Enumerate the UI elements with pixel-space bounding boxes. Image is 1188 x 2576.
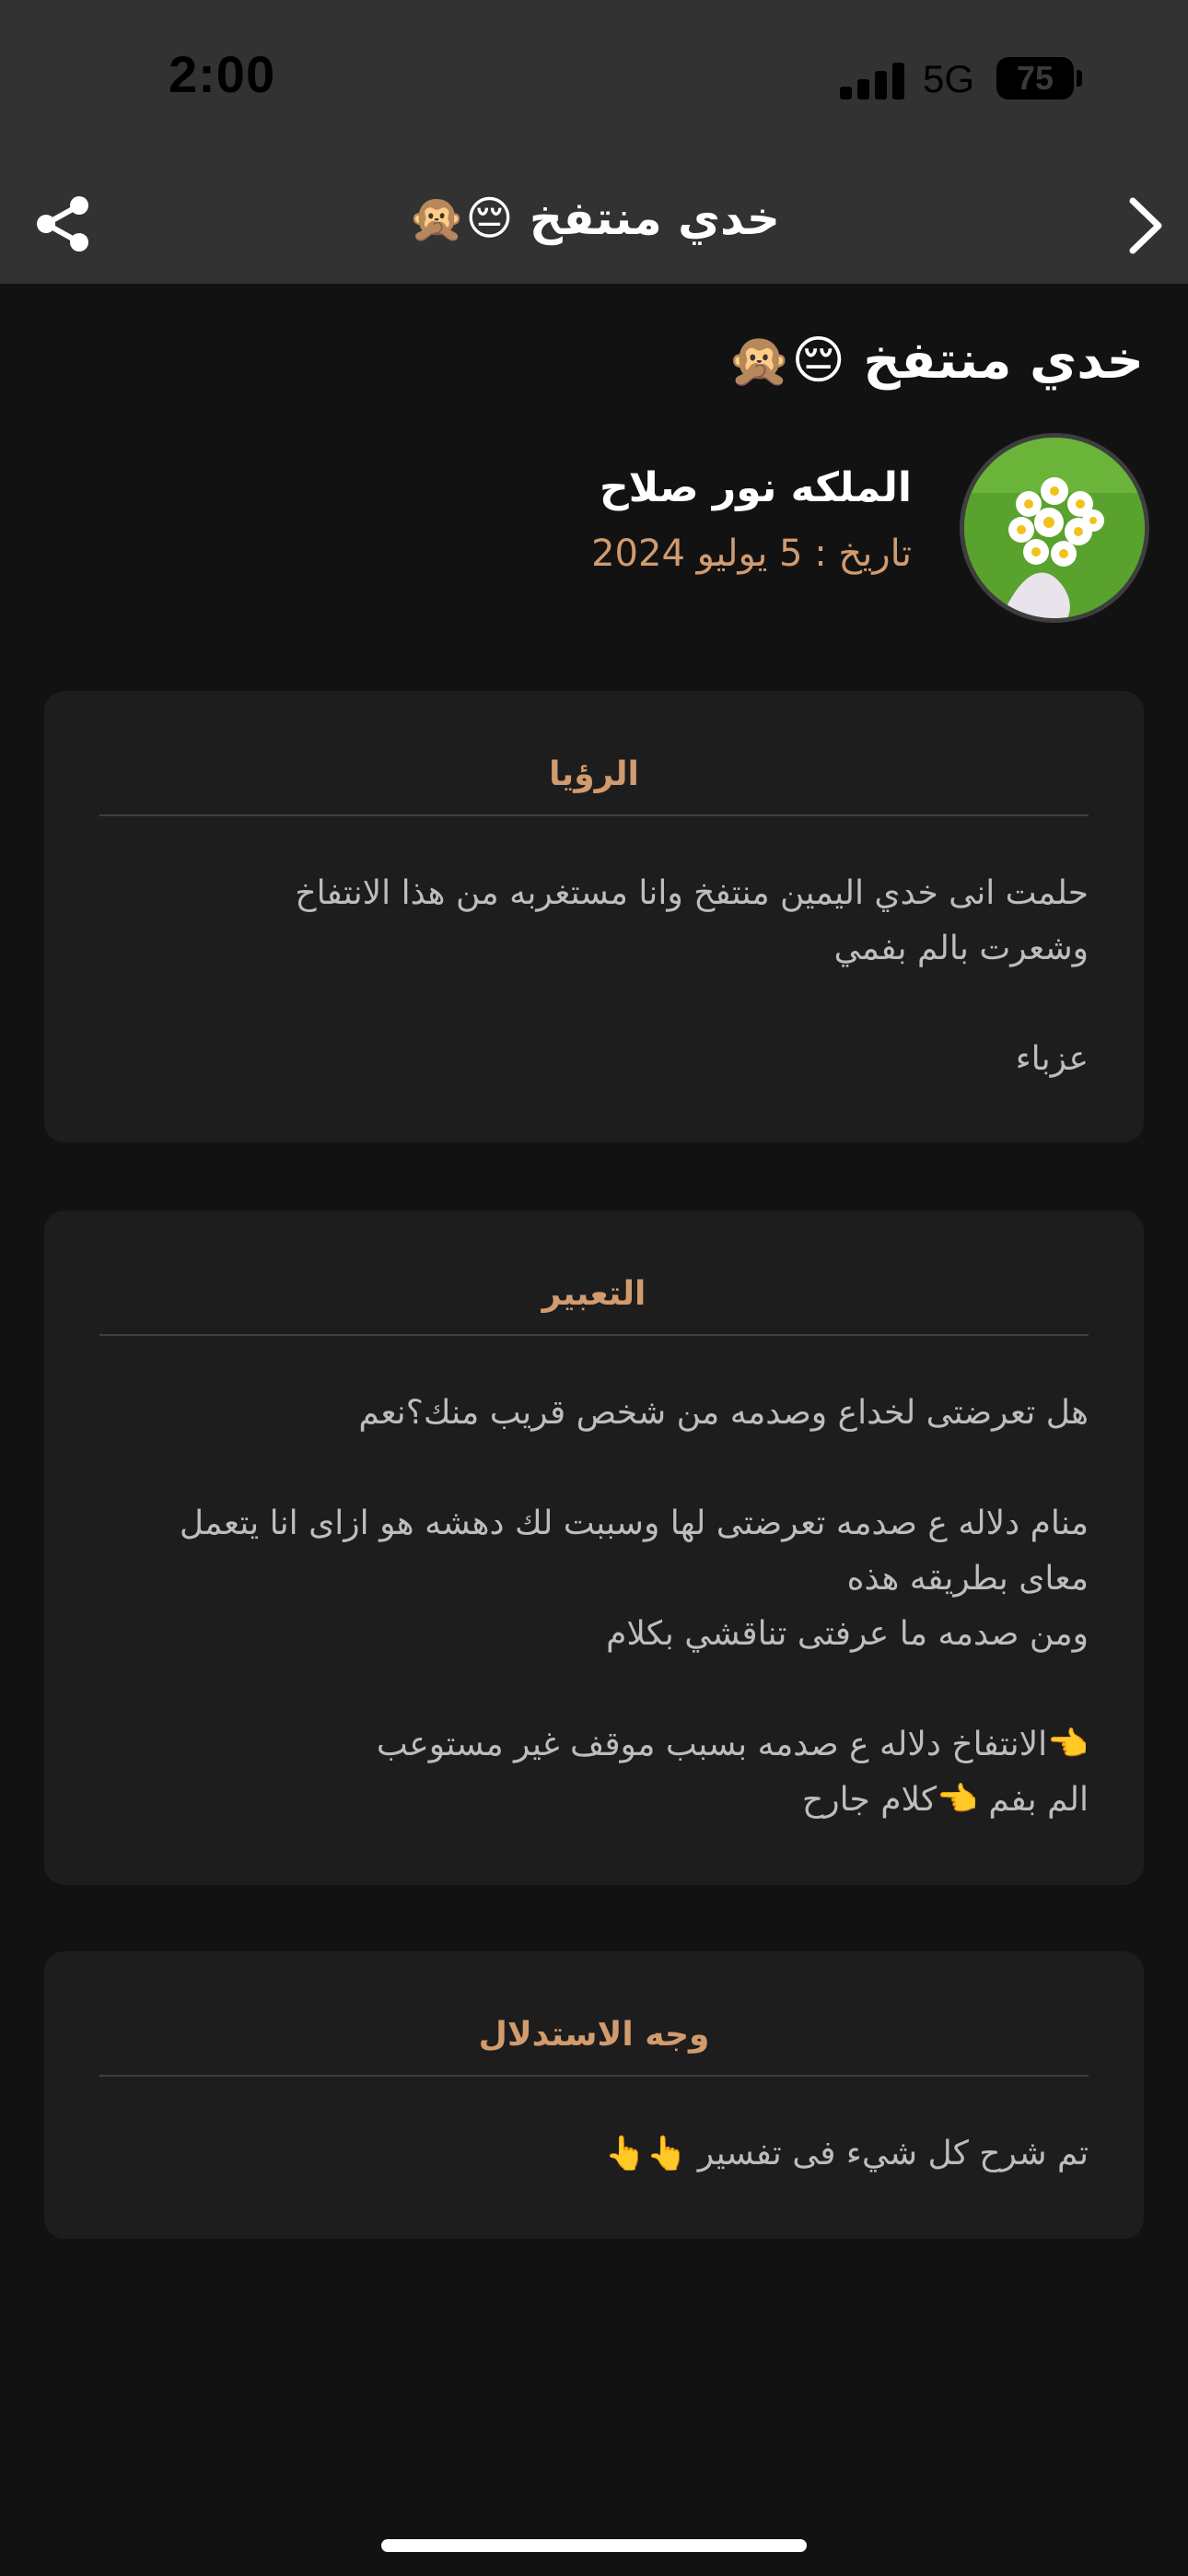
status-time: 2:00 bbox=[169, 45, 276, 103]
interpretation-heading: التعبير bbox=[542, 1275, 646, 1313]
reasoning-heading: وجه الاستدلال bbox=[478, 2016, 710, 2054]
dream-line: عزباء bbox=[1015, 1040, 1089, 1078]
dream-text bbox=[99, 866, 1089, 1087]
interpretation-card bbox=[44, 1211, 1144, 1885]
daisy-bouquet-avatar bbox=[964, 438, 1145, 618]
dream-heading: الرؤيا bbox=[549, 755, 639, 793]
battery-level: 75 bbox=[1016, 59, 1054, 97]
reasoning-line: تم شرح كل شيء فى تفسير 👆👆 bbox=[604, 2135, 1089, 2172]
battery-icon bbox=[996, 57, 1074, 100]
signal-icon bbox=[840, 61, 904, 100]
chevron-right-icon[interactable] bbox=[1125, 195, 1168, 256]
interpretation-line: الم بفم 👈كلام جارح bbox=[801, 1781, 1089, 1819]
post-title: خدي منتفخ 😔🙊 bbox=[727, 331, 1144, 391]
top-bar bbox=[0, 0, 1188, 284]
home-indicator[interactable] bbox=[381, 2539, 807, 2552]
reasoning-card bbox=[44, 1951, 1144, 2239]
interpretation-line: هل تعرضتى لخداع وصدمه من شخص قريب منك؟نعم bbox=[358, 1394, 1089, 1432]
battery-cap bbox=[1077, 70, 1082, 87]
interpretation-line: منام دلاله ع صدمه تعرضتى لها وسببت لك دهشه هو ازاى انا يتعمل bbox=[179, 1505, 1089, 1542]
author-avatar[interactable] bbox=[960, 433, 1149, 623]
network-type: 5G bbox=[923, 57, 975, 100]
divider bbox=[99, 1334, 1089, 1336]
dream-line: وشعرت بالم بفمي bbox=[833, 930, 1089, 967]
share-icon[interactable] bbox=[33, 193, 94, 254]
author-name[interactable]: الملكه نور صلاح bbox=[599, 464, 912, 511]
reasoning-text bbox=[99, 2126, 1089, 2182]
header-title: خدي منتفخ 😔🙊 bbox=[408, 192, 780, 245]
interpretation-line: معاى بطريقه هذه bbox=[846, 1560, 1089, 1598]
interpretation-line: 👈الانتفاخ دلاله ع صدمه بسبب موقف غير مستوعب bbox=[376, 1726, 1089, 1763]
dream-card bbox=[44, 691, 1144, 1142]
interpretation-text bbox=[99, 1386, 1089, 1828]
dream-line: حلمت انى خدي اليمين منتفخ وانا مستغربه من هذا الانتفاخ bbox=[295, 874, 1089, 912]
interpretation-line: ومن صدمه ما عرفتى تناقشي بكلام bbox=[606, 1615, 1089, 1653]
divider bbox=[99, 2075, 1089, 2077]
divider bbox=[99, 814, 1089, 816]
post-date: تاريخ : 5 يوليو 2024 bbox=[591, 533, 912, 575]
